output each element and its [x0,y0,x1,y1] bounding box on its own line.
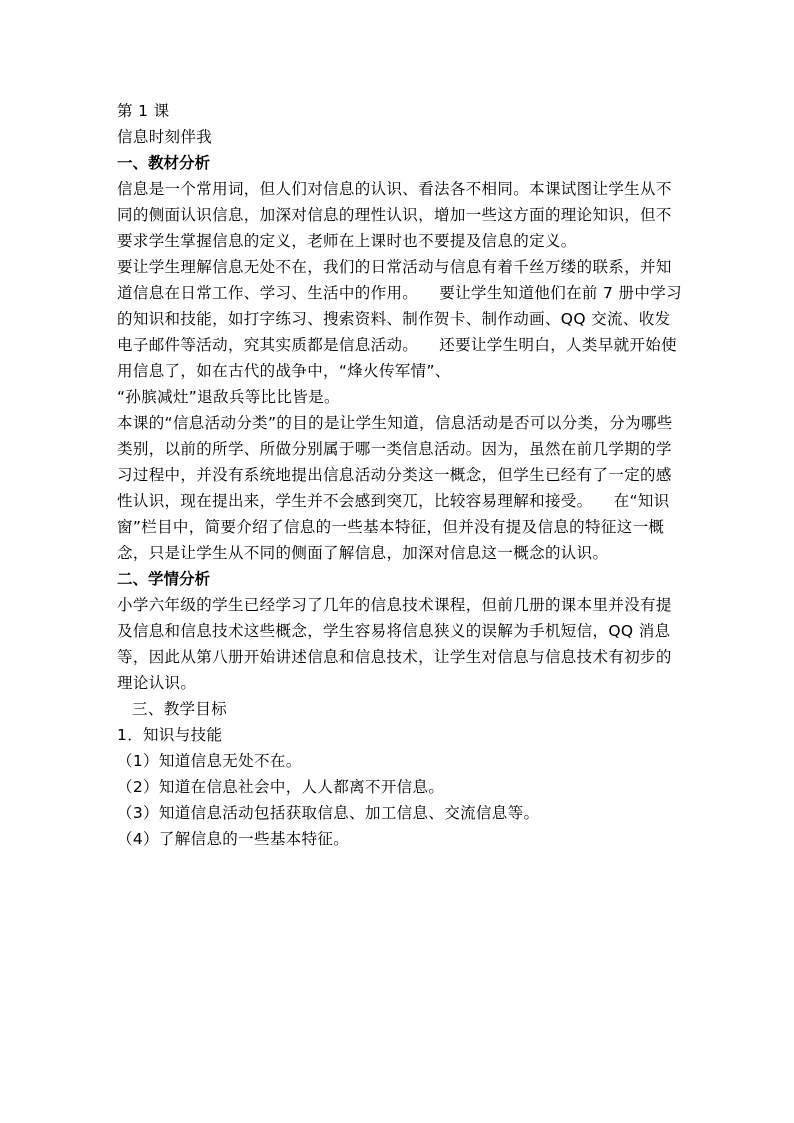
section-heading-textbook-analysis: 一、教材分析 [117,154,211,172]
paragraph-line: 理论认识。 [117,674,197,692]
subheading-knowledge-skills: 1．知识与技能 [117,726,223,744]
paragraph-line: 道信息在日常工作、学习、生活中的作用。 要让学生知道他们在前 7 册中学习 [117,284,682,302]
list-item: （3）知道信息活动包括获取信息、加工信息、交流信息等。 [117,804,540,822]
paragraph-line: 本课的“信息活动分类”的目的是让学生知道，信息活动是否可以分类，分为哪些 [117,414,673,432]
list-item: （1）知道信息无处不在。 [117,752,302,770]
paragraph-activity-classification [117,410,679,566]
paragraph-line: 等，因此从第八册开始讲述信息和信息技术，让学生对信息与信息技术有初步的 [117,648,672,666]
paragraph-line: “孙膑减灶”退敌兵等比比皆是。 [117,388,340,406]
paragraph-line: 电子邮件等活动，究其实质都是信息活动。 还要让学生明白，人类早就开始使 [117,336,678,354]
paragraph-line: 窗”栏目中，简要介绍了信息的一些基本特征，但并没有提及信息的特征这一概 [117,518,665,536]
paragraph-line: 同的侧面认识信息，加深对信息的理性认识，增加一些这方面的理论知识，但不 [117,206,672,224]
paragraph-line: 类别，以前的所学、所做分别属于哪一类信息活动。因为，虽然在前几学期的学 [117,440,672,458]
lesson-title: 信息时刻伴我 [117,128,213,146]
paragraph-info-definition [117,176,679,254]
paragraph-line: 小学六年级的学生已经学习了几年的信息技术课程，但前几册的课本里并没有提 [117,596,672,614]
paragraph-line: 用信息了，如在古代的战争中，“烽火传军情”、 [117,362,451,380]
paragraph-info-everywhere [117,254,682,410]
section-heading-student-analysis: 二、学情分析 [117,570,211,588]
section-heading-teaching-goals: 三、教学目标 [132,700,228,718]
paragraph-line: 性认识，现在提出来，学生并不会感到突兀，比较容易理解和接受。 在“知识 [117,492,670,510]
paragraph-line: 要求学生掌握信息的定义，老师在上课时也不要提及信息的定义。 [117,232,577,250]
paragraph-student-analysis [117,592,679,696]
list-item: （2）知道在信息社会中，人人都离不开信息。 [117,778,445,796]
document-page [117,98,682,852]
paragraph-line: 的知识和技能，如打字练习、搜索资料、制作贺卡、制作动画、QQ 交流、收发 [117,310,671,328]
paragraph-line: 要让学生理解信息无处不在，我们的日常活动与信息有着千丝万缕的联系，并知 [117,258,672,276]
paragraph-line: 及信息和信息技术这些概念，学生容易将信息狭义的误解为手机短信，QQ 消息 [117,622,671,640]
paragraph-line: 习过程中，并没有系统地提出信息活动分类这一概念，但学生已经有了一定的感 [117,466,672,484]
list-item: （4）了解信息的一些基本特征。 [117,830,350,848]
paragraph-line: 信息是一个常用词，但人们对信息的认识、看法各不相同。本课试图让学生从不 [117,180,672,198]
paragraph-line: 念，只是让学生从不同的侧面了解信息，加深对信息这一概念的认识。 [117,544,609,562]
lesson-number: 第 1 课 [117,102,170,120]
